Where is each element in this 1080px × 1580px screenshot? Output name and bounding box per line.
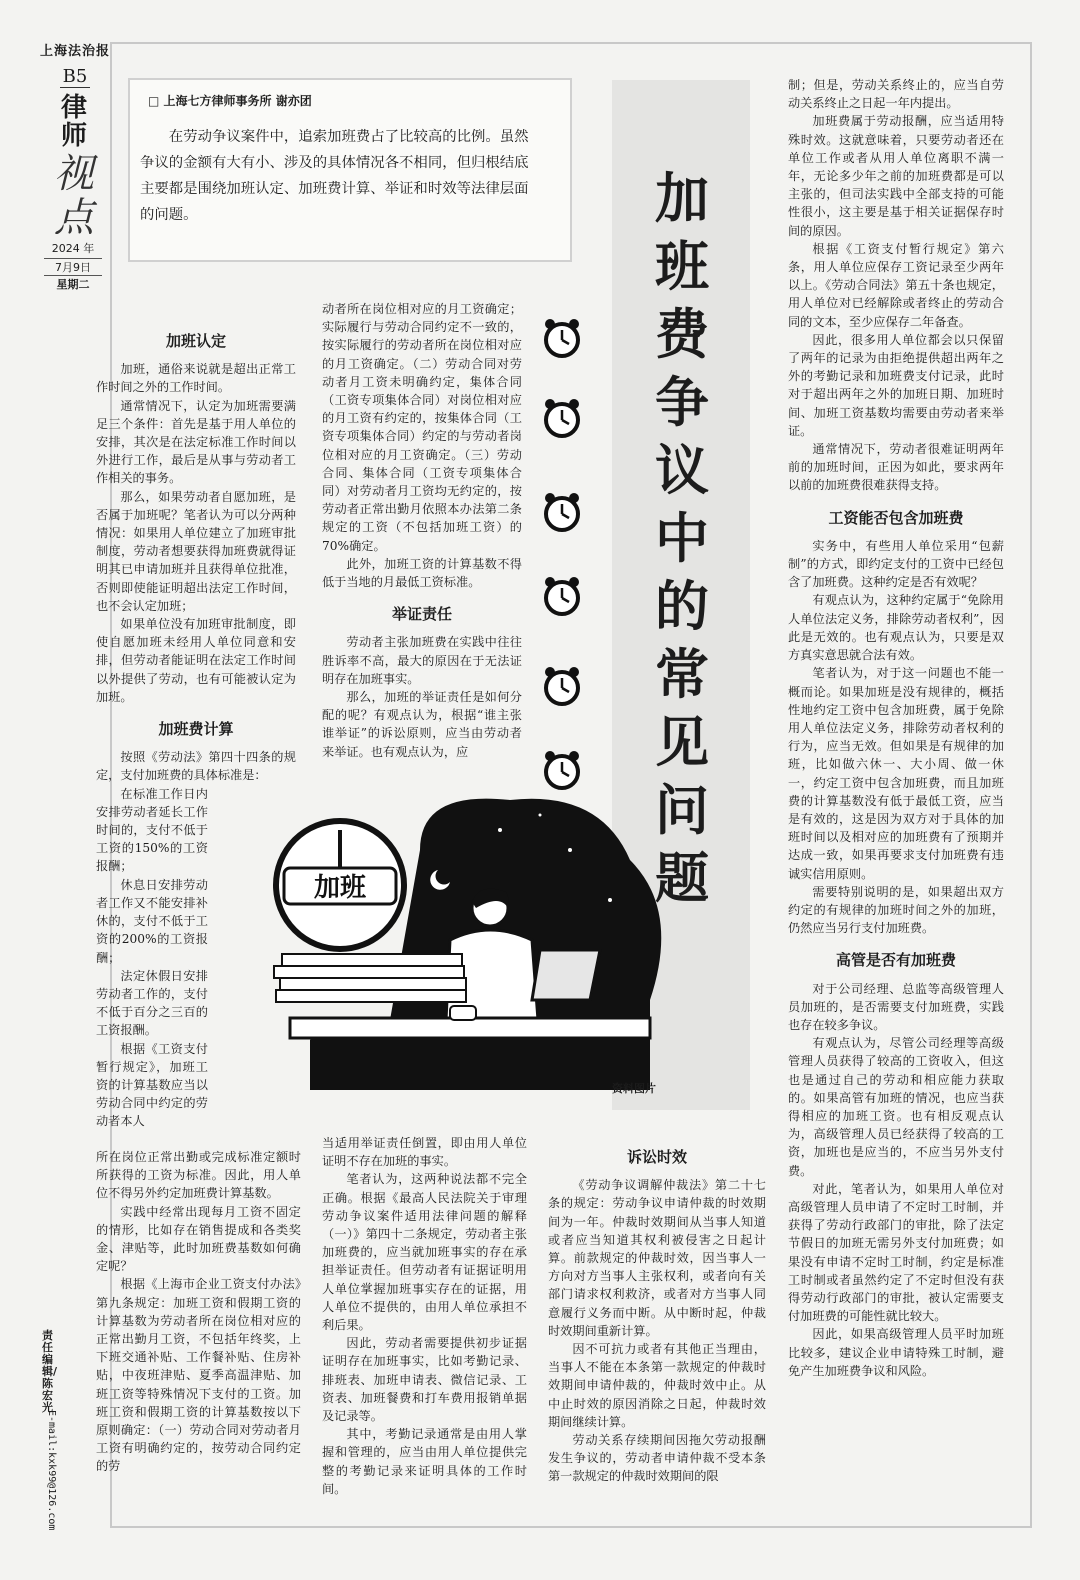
paragraph: 此外，加班工资的计算基数不得低于当地的月最低工资标准。 xyxy=(322,556,522,590)
paragraph: 加班，通俗来说就是超出正常工作时间之外的工作时间。 xyxy=(96,362,296,395)
paragraph: 对此，笔者认为，如果用人单位对高级管理人员申请了不定时工时制，并获得了劳动行政部门的审批，除了法定节假日的加班无需另外支付加班费；如果没有申请不定时工时制，约定是标准工时制或者虽然约定了不定时但没有获得劳动行政部门的审批，被认定需要支付加班费的可能性就比较大。 xyxy=(788,1181,1004,1324)
paragraph: 有观点认为，尽管公司经理等高级管理人员获得了较高的工资收入，但这也是通过自己的劳动和相应能力获取的。如果高管有加班的情况，也应当获得相应的加班工资。也有相反观点认为，高级管理人员已经获得了较高的工资，加班也是应当的，不应当另外支付费。 xyxy=(788,1036,1004,1178)
paragraph: 劳动关系存续期间因拖欠劳动报酬发生争议的，劳动者申请仲裁不受本条第一款规定的仲裁时效期间的限 xyxy=(548,1433,766,1484)
paragraph: 根据《上海市企业工资支付办法》第九条规定：加班工资和假期工资的计算基数为劳动者所在岗位相对应的正常出勤月工资，不包括年终奖，上下班交通补贴、工作餐补贴、住房补贴，中夜班津贴、夏季高温津贴、加班工资等特殊情况下支付的工资。加班工资和假期工资的计算基数按以下原则确定：（一）劳动合同对劳动者月工资有明确约定的，按劳动合同约定的劳 xyxy=(96,1277,301,1474)
alarm-clock-icon xyxy=(540,490,584,534)
date-year: 2024 年 xyxy=(51,242,95,255)
alarm-clock-icon xyxy=(540,574,584,618)
paragraph: 所在岗位正常出勤或完成标准定额时所获得的工资为标准。因此，用人单位不得另外约定加班费计算基数。 xyxy=(96,1150,301,1201)
clock-label: 加班 xyxy=(313,873,367,903)
paragraph: 笔者认为，这两种说法都不完全正确。根据《最高人民法院关于审理劳动争议案件适用法律问题的解释（一）》第四十二条规定，劳动者主张加班费的，应当就加班事实的存在承担举证责任。但劳动者有证据证明用人单位掌握加班事实存在的证据，用人单位不提供的，由用人单位承担不利后果。 xyxy=(322,1172,527,1333)
paragraph: 笔者认为，对于这一问题也不能一概而论。如果加班是没有规律的，概括性地约定工资中包含加班费，属于免除用人单位法定义务，排除劳动者权利的行为，应当无效。但如果是有规律的加班，比如做六休一、大小周、做一休一，约定工资中包含加班费，而且加班费的计算基数没有低于最低工资，应当是有效的，这是因为双方对于具体的加班时间以及相对应的加班费有了预期并达成一致，如果再要求支付加班费有违诚实信用原则。 xyxy=(788,666,1004,881)
weekday: 星期二 xyxy=(56,278,90,291)
text-column-2 xyxy=(322,300,522,761)
date-day: 7月9日 xyxy=(44,258,102,276)
text-column-1 xyxy=(96,318,296,1131)
paragraph: 《劳动争议调解仲裁法》第二十七条的规定：劳动争议申请仲裁的时效期间为一年。仲裁时效期间从当事人知道或者应当知道其权利被侵害之日起计算。前款规定的仲裁时效，因当事人一方向对方当事人主张权利，或者向有关部门请求权利救济，或者对方当事人同意履行义务而中断。从中断时起，仲裁时效期间重新计算。 xyxy=(548,1178,766,1338)
intro-paragraph: 在劳动争议案件中，追索加班费占了比较高的比例。虽然争议的金额有大有小、涉及的具体情况各不相同，但归根结底主要都是围绕加班认定、加班费计算、举证和时效等法律层面的问题。 xyxy=(140,129,529,223)
author-byline: □ 上海七方律师事务所 谢亦团 xyxy=(148,94,312,108)
text-column-1-continued xyxy=(96,1148,301,1476)
text-column-2-continued xyxy=(322,1134,527,1498)
column-title-2: 视点 xyxy=(54,151,94,241)
paragraph: 其中，考勤记录通常是由用人掌握和管理的，应当由用人单位提供完整的考勤记录来证明具体的工作时间。 xyxy=(322,1427,527,1496)
editor-email: E-mail:kxk99@126.com xyxy=(46,1410,57,1531)
paragraph: 当适用举证责任倒置，即由用人单位证明不存在加班的事实。 xyxy=(322,1136,527,1169)
overtime-illustration xyxy=(270,790,680,1110)
subheading: 高管是否有加班费 xyxy=(835,951,956,970)
alarm-clock-icon xyxy=(540,664,584,708)
page-number: B5 xyxy=(60,66,90,88)
alarm-clock-icon xyxy=(540,316,584,360)
text-column-3 xyxy=(548,1148,766,1486)
paragraph: 对于公司经理、总监等高级管理人员加班的，是否需要支付加班费，实践也存在较多争议。 xyxy=(788,981,1004,1032)
headline: 加班费争议中的常见问题 xyxy=(655,167,709,910)
paragraph: 按照《劳动法》第四十四条的规定，支付加班费的具体标准是： xyxy=(96,750,296,783)
subheading: 举证责任 xyxy=(391,605,452,624)
subheading: 工资能否包含加班费 xyxy=(828,508,964,527)
paragraph: 因此，很多用人单位都会以只保留了两年的记录为由拒绝提供超出两年之外的考勤记录和加班费支付记录，此时对于超出两年之外的加班日期、加班时间、加班工资基数均需要由劳动者来举证。 xyxy=(788,332,1004,438)
paragraph: 因此，劳动者需要提供初步证据证明存在加班事实，比如考勤记录、排班表、加班申请表、微信记录、工资表、加班餐费和打车费用报销单据及记录等。 xyxy=(322,1336,527,1424)
alarm-clock-icon xyxy=(540,748,584,792)
paragraph: 那么，如果劳动者自愿加班，是否属于加班呢？笔者认为可以分两种情况：如果用人单位建立了加班审批制度，劳动者想要获得加班费就得证明其已申请加班并且获得单位批准，否则即使能证明超出法定工作时间，也不会认定加班； xyxy=(96,489,296,613)
paragraph: 根据《工资支付暂行规定》，加班工资的计算基数应当以劳动合同中约定的劳动者本人 xyxy=(96,1041,208,1129)
paragraph: 根据《工资支付暂行规定》第六条，用人单位应保存工资记录至少两年以上。《劳动合同法》第五十条也规定，用人单位对已经解除或者终止的劳动合同的文本，至少应保存二年备查。 xyxy=(788,241,1004,329)
paragraph: 因不可抗力或者有其他正当理由，当事人不能在本条第一款规定的仲裁时效期间申请仲裁的，仲裁时效中止。从中止时效的原因消除之日起，仲裁时效期间继续计算。 xyxy=(548,1342,766,1429)
figure-caption: 资料图片 xyxy=(612,1082,656,1095)
paragraph: 休息日安排劳动者工作又不能安排补休的，支付不低于工资的200%的工资报酬； xyxy=(96,877,208,965)
subheading: 加班费计算 xyxy=(158,720,234,739)
paragraph: 劳动者主张加班费在实践中往往胜诉率不高，最大的原因在于无法证明存在加班事实。 xyxy=(322,635,522,686)
paragraph: 如果单位没有加班审批制度，即使自愿加班未经用人单位同意和安排，但劳动者能证明在法定工作时间以外提供了劳动，也有可能被认定为加班。 xyxy=(96,617,296,704)
paragraph: 因此，如果高级管理人员平时加班比较多，建议企业申请特殊工时制，避免产生加班费争议和风险。 xyxy=(788,1327,1004,1378)
paragraph: 有观点认为，这种约定属于“免除用人单位法定义务，排除劳动者权利”，因此是无效的。也有观点认为，只要是双方真实意思就合法有效。 xyxy=(788,593,1004,663)
text-column-4 xyxy=(788,76,1004,1380)
subheading: 加班认定 xyxy=(165,332,226,350)
paragraph: 在标准工作日内安排劳动者延长工作时间的，支付不低于工资的150%的工资报酬； xyxy=(96,786,208,874)
column-title: 律师 xyxy=(60,93,87,151)
paragraph: 制；但是，劳动关系终止的，应当自劳动关系终止之日起一年内提出。 xyxy=(788,78,1004,111)
paragraph: 实务中，有些用人单位采用“包薪制”的方式，即约定支付的工资中已经包含了加班费。这种约定是否有效呢？ xyxy=(788,538,1004,590)
paragraph: 那么，加班的举证责任是如何分配的呢？有观点认为，根据“谁主张谁举证”的诉讼原则，应当由劳动者来举证。也有观点认为，应 xyxy=(322,690,522,759)
paragraph: 动者所在岗位相对应的月工资确定；实际履行与劳动合同约定不一致的，按实际履行的劳动者所在岗位相对应的月工资确定。（二）劳动合同对劳动者月工资未明确约定，集体合同（工资专项集体合同）对岗位相对应的月工资有约定的，按集体合同（工资专项集体合同）约定的与劳动者岗位相对应的月工资确定。（三）劳动合同、集体合同（工资专项集体合同）对劳动者月工资均无约定的，按劳动者正常出勤月依照本办法第二条规定的工资（不包括加班工资）的70%确定。 xyxy=(322,302,522,553)
editor-credit: 责任编辑/陈宏光 xyxy=(42,1329,58,1414)
paragraph: 需要特别说明的是，如果超出双方约定的有规律的加班时间之外的加班，仍然应当另行支付加班费。 xyxy=(788,884,1004,936)
paragraph: 通常情况下，劳动者很难证明两年前的加班时间，正因为如此，要求两年以前的加班费很难获得支持。 xyxy=(788,442,1004,493)
paragraph: 实践中经常出现每月工资不固定的情形，比如存在销售提成和各类奖金、津贴等，此时加班费基数如何确定呢？ xyxy=(96,1204,301,1274)
subheading: 诉讼时效 xyxy=(626,1148,687,1166)
paragraph: 法定休假日安排劳动者工作的，支付不低于百分之三百的工资报酬。 xyxy=(96,968,208,1038)
newspaper-masthead: 上海法治报 xyxy=(40,44,111,59)
paragraph: 加班费属于劳动报酬，应当适用特殊时效。这就意味着，只要劳动者还在单位工作或者从用人单位离职不满一年，无论多少年之前的加班费都是可以主张的，但司法实践中全部支持的可能性很小，这主要是基于相关证据保存时间的原因。 xyxy=(788,114,1004,238)
paragraph: 通常情况下，认定为加班需要满足三个条件：首先是基于用人单位的安排，其次是在法定标准工作时间以外进行工作，最后是从事与劳动者工作相关的事务。 xyxy=(96,398,296,486)
alarm-clock-icon xyxy=(540,396,584,440)
